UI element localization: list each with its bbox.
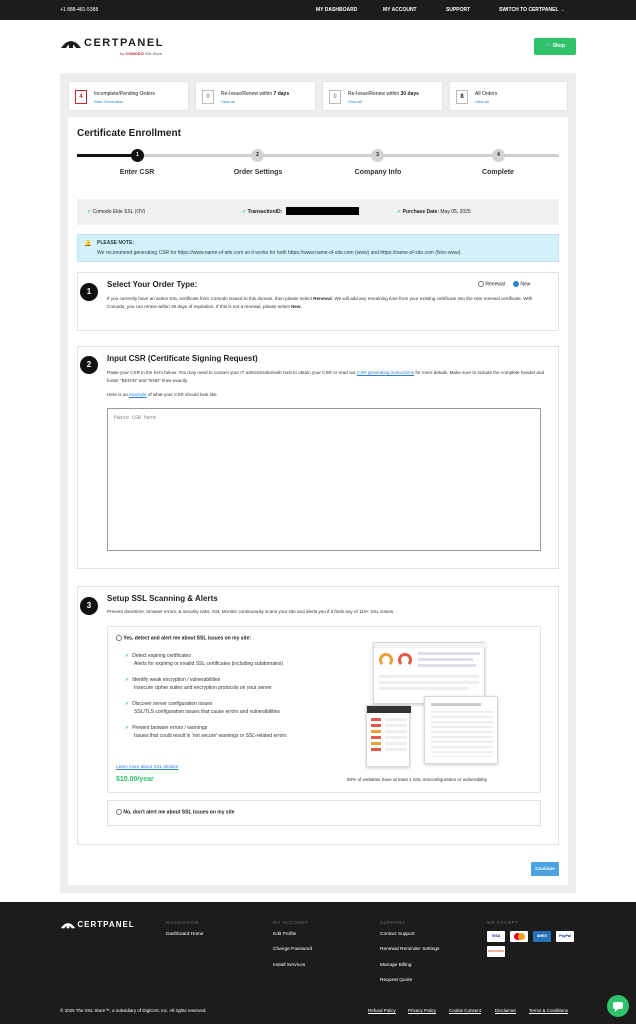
copyright: © 2025 The SSL Store™, a subsidiary of DigiCert, Inc. All rights reserved. (60, 1008, 207, 1013)
order-type-description: If you currently have an active SSL certificate from Comodo issued to this domain, then please select Renewal. We will add any remaining time from your existing certificate into the new renewal certificate. With Comodo, you can renew within 30 days of expiration. If this is not a renewal, please select New. (107, 296, 533, 309)
certpanel-logo-mark (60, 38, 82, 49)
step-3-label: Company Info (354, 169, 402, 176)
footer-link-refund-policy[interactable]: Refund Policy (368, 1008, 396, 1013)
ssl-monitor-yes-radio[interactable]: Yes, detect and alert me about SSL issues on my site: (116, 635, 251, 641)
footer-link-request-quote[interactable]: Request Quote (380, 978, 413, 983)
mock-line (371, 748, 381, 751)
section-2-number: 2 (80, 356, 98, 374)
radio-selected-icon (513, 281, 519, 287)
order-type-heading: Select Your Order Type: (107, 280, 198, 289)
step-4-label: Complete (482, 169, 514, 176)
shop-button[interactable]: 🛒 Shop (534, 38, 576, 55)
ssl-monitor-price: $10.00/year (116, 776, 154, 783)
nav-support[interactable]: SUPPORT (446, 7, 471, 13)
mock-line (371, 742, 381, 745)
nav-switch-to-certpanel[interactable]: SWITCH TO CERTPANEL → (499, 7, 565, 13)
footer-link-manage-billing[interactable]: Manage Billing (380, 963, 412, 968)
ssl-monitor-stat: 93% of websites have at least 1 SSL misconfiguration or vulnerability (347, 777, 488, 782)
footer-navigation-heading: NAVIGATION (166, 920, 199, 925)
ssl-scanning-heading: Setup SSL Scanning & Alerts (107, 594, 218, 603)
stat-card-all-orders[interactable] (449, 81, 568, 111)
stat-label: Re-Issue/Renew within 7 days (221, 91, 290, 97)
stat-count: 0 (329, 90, 341, 104)
stat-card-7-days[interactable] (195, 81, 316, 111)
mock-line (418, 652, 480, 655)
check-icon: ✓ (125, 725, 130, 731)
footer-logo[interactable]: CERTPANEL (60, 920, 135, 929)
stat-link[interactable]: View all (475, 99, 489, 104)
check-icon: ✓ (125, 677, 130, 683)
feature-item: ✓ Prevent browser errors / warnings Issues that could result in 'not secure' warnings or SSL-related errors (125, 725, 287, 739)
stat-label: Incomplete/Pending Orders (94, 91, 155, 97)
transaction-info: ✓ TransactionID: (242, 209, 283, 215)
step-2-dot: 2 (251, 149, 264, 162)
chat-widget-button[interactable] (607, 995, 629, 1017)
mock-line (418, 658, 473, 661)
ssl-monitor-issues-screenshot (366, 705, 410, 767)
order-info-bar (77, 199, 559, 225)
logo-byline: by COMODO SSLStore (120, 51, 163, 56)
paypal-icon: PayPal (556, 931, 574, 942)
amex-icon: AMEX (533, 931, 551, 942)
top-bar (0, 0, 636, 20)
footer-link-change-password[interactable]: Change Password (273, 947, 313, 952)
feature-item: ✓ Detect expiring certificates Alerts for expiring or invalid SSL certificates (including subdomains) (125, 653, 284, 667)
product-info: ✓ Comodo Elite SSL (OV) (87, 209, 146, 215)
step-2-label: Order Settings (233, 169, 283, 176)
gauge-icon (398, 653, 412, 667)
ssl-monitor-email-screenshot (424, 696, 498, 764)
mock-list (385, 718, 407, 751)
check-icon: ✓ (397, 209, 402, 215)
stat-count: 4 (75, 90, 87, 104)
csr-example-text: Here is an example of what your CSR should look like. (107, 392, 218, 397)
input-csr-description: Paste your CSR in the form below. You may need to contact your IT administrator/web host to obtain your CSR or read our CSR generating instructions for more details. Make sure to include the complete header and footer "BEGIN" and "END" lines exactly. (107, 370, 545, 383)
gauge-icon (379, 653, 393, 667)
step-1-label: Enter CSR (119, 169, 155, 176)
arrow-right-icon: → (559, 7, 565, 13)
bell-icon: 🔔 (84, 241, 92, 247)
nav-my-dashboard[interactable]: MY DASHBOARD (316, 7, 358, 13)
stat-count: 0 (202, 90, 214, 104)
phone-number[interactable]: +1 888-481-5388 (60, 7, 99, 13)
ssl-monitor-dashboard-screenshot (373, 642, 485, 704)
continue-button[interactable]: Continue (531, 862, 559, 876)
mock-header (367, 706, 411, 713)
footer-link-cookie-consent[interactable]: Cookie Consent (449, 1008, 482, 1013)
notice-text: We recommend generating CSR for https://www.name-of-site.com so it works for both https://www.name-of-site.com (www) and https://name-of-site.com (Non-www). (97, 250, 462, 256)
check-icon: ✓ (87, 209, 92, 215)
stat-link[interactable]: Start Generation (94, 99, 124, 104)
certpanel-logo[interactable] (60, 37, 180, 59)
section-1-number: 1 (80, 283, 98, 301)
footer-link-privacy-policy[interactable]: Privacy Policy (408, 1008, 437, 1013)
csr-example-link[interactable]: example (129, 392, 147, 397)
discover-icon: DISCOVER (487, 946, 505, 957)
footer-support-heading: SUPPORT (380, 920, 406, 925)
progress-track (77, 154, 559, 157)
check-icon: ✓ (242, 209, 247, 215)
footer-link-dashboard[interactable]: Dashboard Home (166, 932, 204, 937)
mock-line (379, 675, 479, 678)
mock-line (379, 681, 479, 684)
mock-line (371, 736, 381, 739)
csr-instructions-link[interactable]: CSR generating instructions (356, 370, 415, 375)
ssl-monitor-no-radio[interactable]: No, don't alert me about SSL issues on my site (116, 809, 235, 815)
logo-text: CERTPANEL (84, 37, 164, 49)
section-3-number: 3 (80, 597, 98, 615)
certpanel-logo-mark (60, 921, 76, 929)
mock-line (371, 724, 381, 727)
mock-text (431, 711, 493, 757)
stat-link[interactable]: View all (221, 99, 235, 104)
please-note-banner (77, 234, 559, 262)
step-1-dot: 1 (131, 149, 144, 162)
footer-link-renewal-reminder[interactable]: Renewal Reminder Settings (380, 947, 440, 952)
learn-more-ssl-monitor-link[interactable]: Learn more about SSL Monitor (116, 764, 179, 769)
footer-accept-heading: WE ACCEPT (487, 920, 519, 925)
visa-icon: VISA (487, 931, 505, 942)
mock-header (374, 643, 486, 648)
stat-link[interactable]: View all (348, 99, 362, 104)
radio-icon (116, 635, 122, 641)
mock-line (371, 730, 381, 733)
footer (0, 902, 636, 1024)
ssl-scanning-description: Prevent downtime, browser errors, & security risks. SSL Monitor continuously scans your site and alerts you if it finds any of 110+ SSL issues. (107, 609, 395, 614)
feature-item: ✓ Discover server configuration issues SSL/TLS configuration issues that cause errors and vulnerabilities (125, 701, 280, 715)
feature-item: ✓ Identify weak encryption / vulnerabilities Insecure cipher suites and encryption protocols on your server (125, 677, 272, 691)
step-3-dot: 3 (371, 149, 384, 162)
purchase-date-info: ✓ Purchase Date: May 05, 2025 (397, 209, 471, 215)
renewal-radio[interactable]: Renewal (478, 281, 505, 287)
radio-icon (116, 809, 122, 815)
stat-card-30-days[interactable] (322, 81, 443, 111)
input-csr-heading: Input CSR (Certificate Signing Request) (107, 354, 258, 363)
footer-link-disclaimer[interactable]: Disclaimer (495, 1008, 517, 1013)
csr-textarea[interactable]: Paste CSR here (107, 408, 541, 551)
cart-icon: 🛒 (544, 43, 552, 49)
notice-title: PLEASE NOTE: (97, 240, 134, 246)
stat-count: 8 (456, 90, 468, 104)
stat-card-pending[interactable] (68, 81, 189, 111)
mock-line (431, 703, 481, 706)
chat-icon (607, 995, 629, 1017)
footer-link-contact-support[interactable]: Contact Support (380, 932, 415, 937)
new-radio[interactable]: New (513, 281, 530, 287)
footer-account-heading: MY ACCOUNT (273, 920, 309, 925)
stat-label: All Orders (475, 91, 498, 97)
step-4-dot: 4 (492, 149, 505, 162)
nav-my-account[interactable]: MY ACCOUNT (383, 7, 417, 13)
footer-link-terms[interactable]: Terms & Conditions (529, 1008, 569, 1013)
radio-icon (478, 281, 484, 287)
footer-link-install-services[interactable]: Install Services (273, 963, 306, 968)
redacted-transaction-id (286, 207, 359, 215)
mock-line (371, 718, 381, 721)
mock-line (379, 687, 469, 690)
check-icon: ✓ (125, 653, 130, 659)
mastercard-icon (510, 931, 528, 942)
page-title: Certificate Enrollment (77, 128, 181, 139)
mock-line (418, 664, 476, 667)
progress-track-fill (77, 154, 137, 157)
stat-label: Re-Issue/Renew within 30 days (348, 91, 419, 97)
footer-link-edit-profile[interactable]: Edit Profile (273, 932, 297, 937)
check-icon: ✓ (125, 701, 130, 707)
